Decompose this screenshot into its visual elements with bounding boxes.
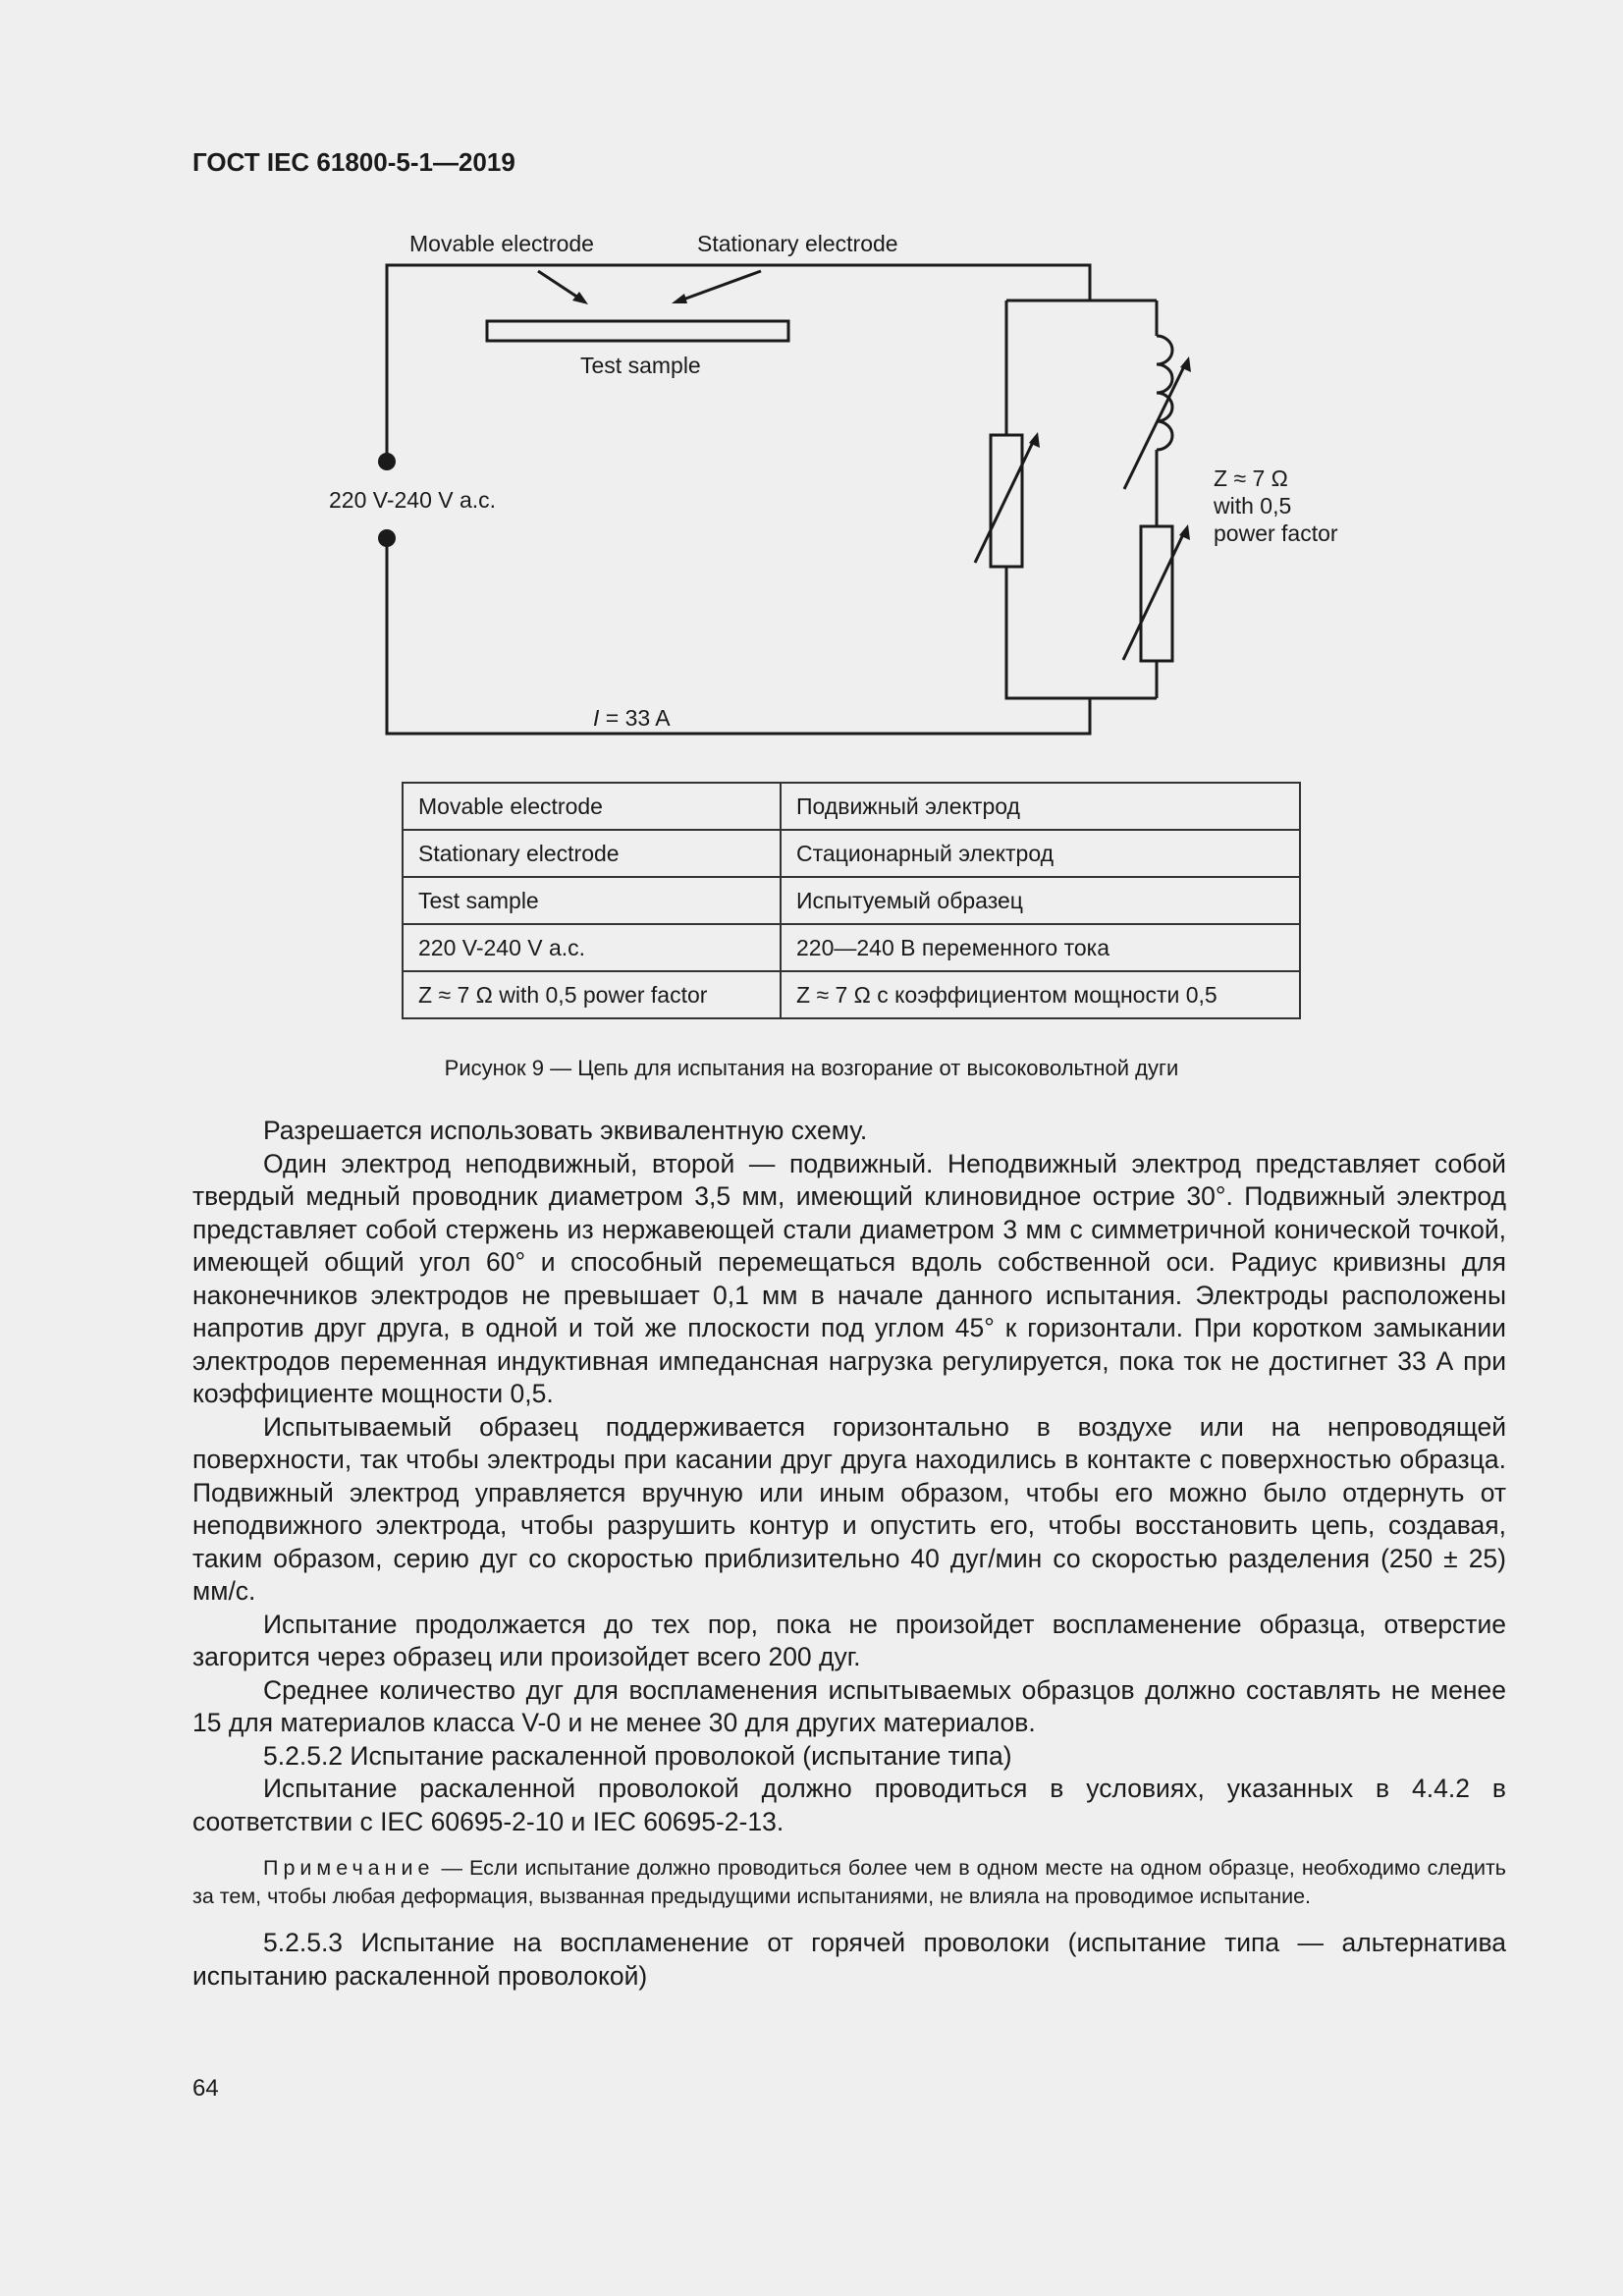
terminal-top: [378, 453, 396, 470]
table-cell-en: Test sample: [403, 877, 781, 924]
table-cell-ru: Стационарный электрод: [781, 830, 1300, 877]
document-header: ГОСТ IEC 61800-5-1—2019: [192, 147, 515, 177]
body-text: [192, 1115, 1506, 1993]
table-cell-en: Stationary electrode: [403, 830, 781, 877]
table-row: [403, 971, 1300, 1018]
page-number: 64: [192, 2075, 219, 2102]
section-heading: 5.2.5.2 Испытание раскаленной проволокой (испытание типа): [263, 1740, 1012, 1771]
paragraph: Испытание продолжается до тех пор, пока не произойдет воспламенение образца, отверстие загорится через образец или произойдет всего 200 дуг.: [192, 1609, 1506, 1671]
stationary-arrowhead: [672, 294, 687, 303]
stationary-pointer-line: [680, 271, 761, 301]
series-resistor-arrow-line: [1123, 530, 1185, 660]
current-label: [593, 705, 671, 731]
table-cell-en: Z ≈ 7 Ω with 0,5 power factor: [403, 971, 781, 1018]
table-row: [403, 783, 1300, 830]
test-sample-rect: [487, 321, 788, 341]
table-cell-ru: Испытуемый образец: [781, 877, 1300, 924]
bottom-wire: [387, 538, 1090, 734]
note: [192, 1854, 1506, 1911]
movable-pointer-line: [538, 271, 581, 300]
paragraph: Один электрод неподвижный, второй — подвижный. Неподвижный электрод представляет собой твердый медный проводник диаметром 3,5 мм, имеющий клиновидное острие 30°. Подвижный электрод представляет собой стержень из нержавеющей стали диаметром 3 мм с симметричной конической точкой, имеющей общий угол 60° и способный перемещаться вдоль собственной оси. Радиус кривизны для наконечников электродов не превышает 0,1 мм в начале данного испытания. Электроды расположены напротив друг друга, в одной и той же плоскости под углом 45° к горизонтали. При коротком замыкании электродов переменная индуктивная импедансная нагрузка регулируется, пока ток не достигнет 33 А при коэффициенте мощности 0,5.: [192, 1148, 1506, 1408]
paragraph: Испытываемый образец поддерживается горизонтально в воздухе или на непроводящей поверхности, так чтобы электроды при касании друг друга находились в контакте с поверхностью образца. Подвижный электрод управляется вручную или иным образом, чтобы его можно было отдернуть от неподвижного электрода, чтобы разрушить контур и опустить его, чтобы восстановить цепь, создавая, таким образом, серию дуг со скоростью приблизительно 40 дуг/мин со скоростью разделения (250 ± 25) мм/с.: [192, 1411, 1506, 1606]
movable-electrode-label: Movable electrode: [409, 231, 594, 256]
impedance-label-2: with 0,5: [1214, 493, 1292, 519]
table-cell-en: Movable electrode: [403, 783, 781, 830]
table-cell-ru: Подвижный электрод: [781, 783, 1300, 830]
test-sample-label: Test sample: [580, 353, 701, 378]
impedance-label-1: Z ≈ 7 Ω: [1214, 465, 1288, 491]
table-row: [403, 924, 1300, 971]
table-row: [403, 830, 1300, 877]
resistor-arrow-line: [975, 438, 1035, 563]
note-label: Примечание: [263, 1856, 435, 1880]
table-cell-ru: Z ≈ 7 Ω с коэффициентом мощности 0,5: [781, 971, 1300, 1018]
table-cell-ru: 220—240 В переменного тока: [781, 924, 1300, 971]
paragraph: Испытание раскаленной проволокой должно проводиться в условиях, указанных в 4.4.2 в соответствии с IEC 60695-2-10 и IEC 60695-2-13.: [192, 1774, 1506, 1836]
voltage-label: 220 V-240 V a.c.: [329, 487, 497, 513]
circuit-diagram: [0, 0, 1623, 766]
figure-caption: Рисунок 9 — Цепь для испытания на возгорание от высоковольтной дуги: [444, 1056, 1179, 1080]
left-top-wire: [387, 265, 1090, 454]
note-text: — Если испытание должно проводиться более чем в одном месте на одном образце, необходимо следить за тем, чтобы любая деформация, вызванная предыдущими испытаниями, не влияла на проводимое испытание.: [192, 1856, 1506, 1908]
legend-table: [402, 782, 1301, 1019]
current-symbol: I: [593, 705, 600, 731]
paragraph: Среднее количество дуг для воспламенения испытываемых образцов должно составлять не менее 15 для материалов класса V-0 и не менее 30 для других материалов.: [192, 1674, 1506, 1737]
section-heading: 5.2.5.3 Испытание на воспламенение от горячей проволоки (испытание типа — альтернатива испытанию раскаленной проволокой): [192, 1928, 1506, 1991]
table-cell-en: 220 V-240 V a.c.: [403, 924, 781, 971]
impedance-label-3: power factor: [1214, 520, 1338, 546]
stationary-electrode-label: Stationary electrode: [697, 231, 898, 256]
paragraph: Разрешается использовать эквивалентную схему.: [263, 1116, 868, 1145]
series-resistor: [1141, 526, 1172, 661]
table-row: [403, 877, 1300, 924]
terminal-bottom: [378, 529, 396, 547]
current-value: = 33 A: [599, 705, 671, 731]
variable-resistor: [991, 435, 1022, 567]
